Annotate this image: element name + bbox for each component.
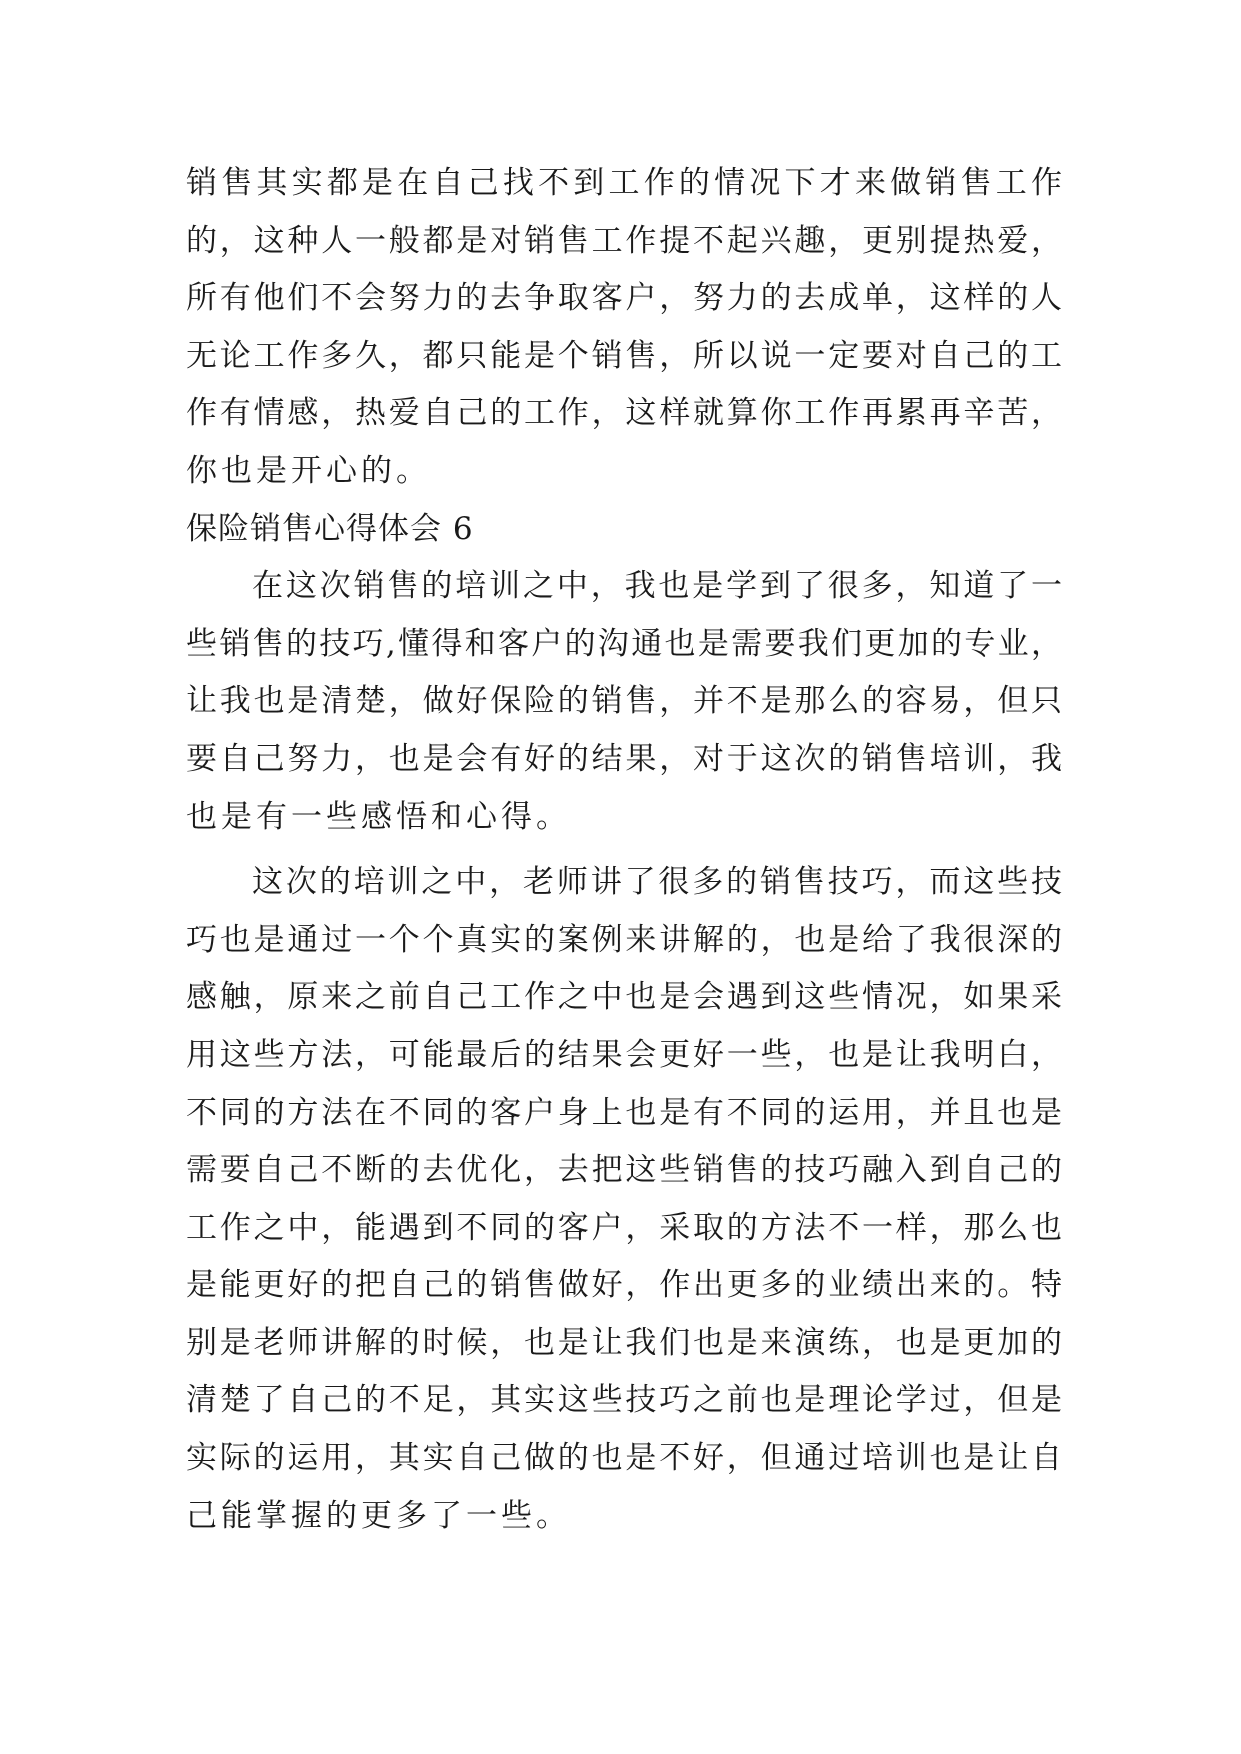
paragraph-1 (186, 558, 1062, 846)
text-line: 需要自己不断的去优化，去把这些销售的技巧融入到自己的 (186, 1152, 1062, 1189)
text-line: 别是老师讲解的时候，也是让我们也是来演练，也是更加的 (186, 1324, 1062, 1361)
text-line: 要自己努力，也是会有好的结果，对于这次的销售培训，我 (186, 740, 1062, 777)
text-line: 些销售的技巧,懂得和客户的沟通也是需要我们更加的专业， (186, 625, 1062, 662)
text-line: 实际的运用，其实自己做的也是不好，但通过培训也是让自 (186, 1440, 1062, 1477)
text-line: 工作之中，能遇到不同的客户，采取的方法不一样，那么也 (186, 1209, 1062, 1246)
text-line: 是能更好的把自己的销售做好，作出更多的业绩出来的。特 (186, 1267, 1062, 1304)
text-line: 用这些方法，可能最后的结果会更好一些，也是让我明白， (186, 1036, 1062, 1073)
text-line: 你也是开心的。 (186, 452, 431, 489)
text-line: 清楚了自己的不足，其实这些技巧之前也是理论学过，但是 (186, 1382, 1062, 1419)
text-line: 销售其实都是在自己找不到工作的情况下才来做销售工作 (186, 165, 1062, 201)
text-line: 巧也是通过一个个真实的案例来讲解的，也是给了我很深的 (186, 921, 1062, 958)
text-line: 也是有一些感悟和心得。 (186, 798, 571, 835)
text-line: 让我也是清楚，做好保险的销售，并不是那么的容易，但只 (186, 683, 1062, 720)
section-title: 保险销售心得体会 6 (186, 510, 474, 547)
document-body (186, 155, 1062, 1545)
text-line: 己能掌握的更多了一些。 (186, 1497, 571, 1534)
text-line: 这次的培训之中，老师讲了很多的销售技巧，而这些技 (252, 864, 1062, 901)
text-line: 所有他们不会努力的去争取客户，努力的去成单，这样的人 (186, 280, 1062, 317)
paragraph-2 (186, 854, 1062, 1545)
text-line: 不同的方法在不同的客户身上也是有不同的运用，并且也是 (186, 1094, 1062, 1131)
text-line: 无论工作多久，都只能是个销售，所以说一定要对自己的工 (186, 337, 1062, 374)
text-line: 的，这种人一般都是对销售工作提不起兴趣，更别提热爱， (186, 222, 1062, 259)
continuation-paragraph (186, 155, 1062, 501)
text-line: 作有情感，热爱自己的工作，这样就算你工作再累再辛苦， (186, 395, 1062, 432)
text-line: 感触，原来之前自己工作之中也是会遇到这些情况，如果采 (186, 979, 1062, 1016)
text-line: 在这次销售的培训之中，我也是学到了很多，知道了一 (252, 568, 1062, 605)
paragraph-spacer (186, 846, 1062, 854)
